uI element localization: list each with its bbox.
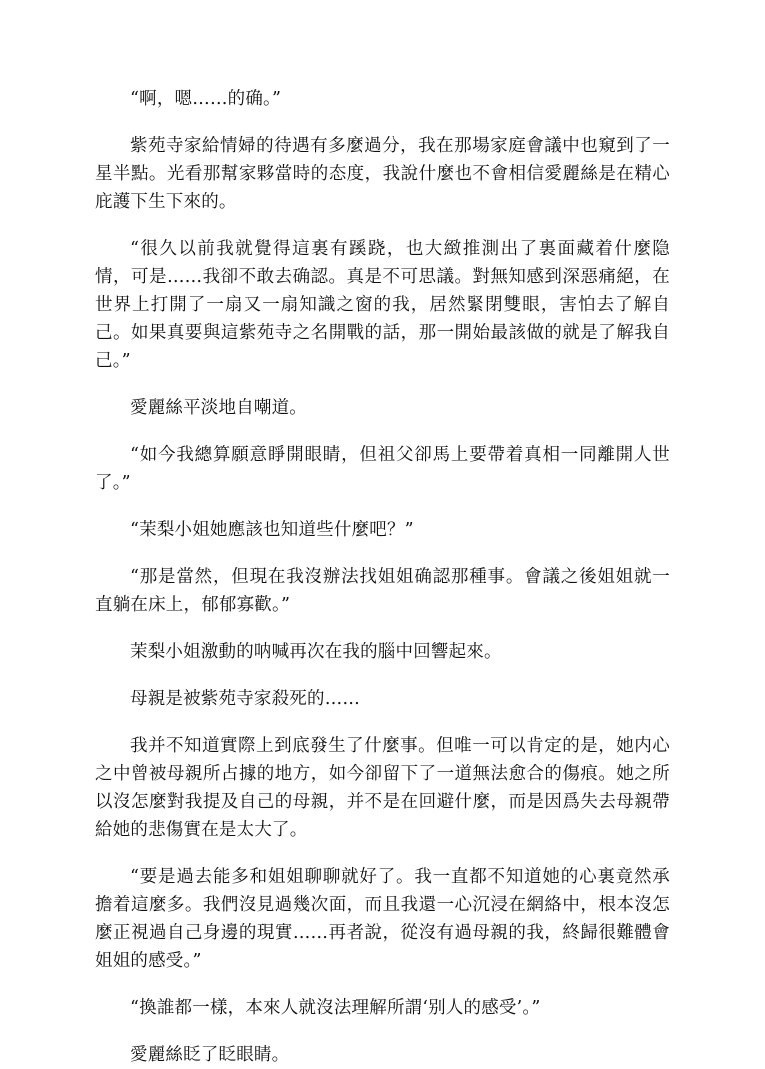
paragraph: 母親是被紫苑寺家殺死的……: [130, 689, 361, 709]
paragraph: “那是當然，但現在我沒辦法找姐姐确認那種事。會議之後姐姐就一直躺在床上，郁郁寡歡。”: [95, 567, 670, 615]
paragraph: “要是過去能多和姐姐聊聊就好了。我一直都不知道她的心裏竟然承擔着這麼多。我們沒見過幾次面，而且我還一心沉浸在網絡中，根本沒怎麼正視過自己身邊的現實……再者說，從沒有過母親的我，終歸很難體會姐姐的感受。”: [95, 867, 670, 971]
paragraph: “啊，嗯……的确。”: [130, 89, 282, 109]
paragraph: 愛麗絲眨了眨眼睛。: [130, 1045, 290, 1065]
paragraph: 茉梨小姐激動的呐喊再次在我的腦中回響起來。: [130, 642, 502, 662]
paragraph: 愛麗絲平淡地自嘲道。: [130, 398, 307, 418]
paragraph: 紫苑寺家給情婦的待遇有多麼過分，我在那場家庭會議中也窺到了一星半點。光看那幫家夥當時的态度，我說什麼也不會相信愛麗絲是在精心庇護下生下來的。: [95, 136, 670, 212]
paragraph: “很久以前我就覺得這裏有蹊跷，也大緻推測出了裏面藏着什麼隐情，可是……我卻不敢去确認。真是不可思議。對無知感到深惡痛絕，在世界上打開了一扇又一扇知識之窗的我，居然緊閉雙眼，害怕去了解自己。如果真要與這紫苑寺之名開戰的話，那一開始最該做的就是了解我自己。”: [95, 239, 670, 371]
paragraph: “如今我總算願意睜開眼睛，但祖父卻馬上要帶着真相一同離開人世了。”: [95, 445, 670, 493]
paragraph: “茉梨小姐她應該也知道些什麼吧？”: [130, 520, 414, 540]
paragraph: “換誰都一樣，本來人就沒法理解所謂‘别人的感受’。”: [130, 998, 541, 1018]
paragraph: 我并不知道實際上到底發生了什麼事。但唯一可以肯定的是，她内心之中曾被母親所占據的地方，如今卻留下了一道無法愈合的傷痕。她之所以沒怎麼對我提及自己的母親，并不是在回避什麼，而是因爲失去母親帶給她的悲傷實在是太大了。: [95, 736, 670, 840]
